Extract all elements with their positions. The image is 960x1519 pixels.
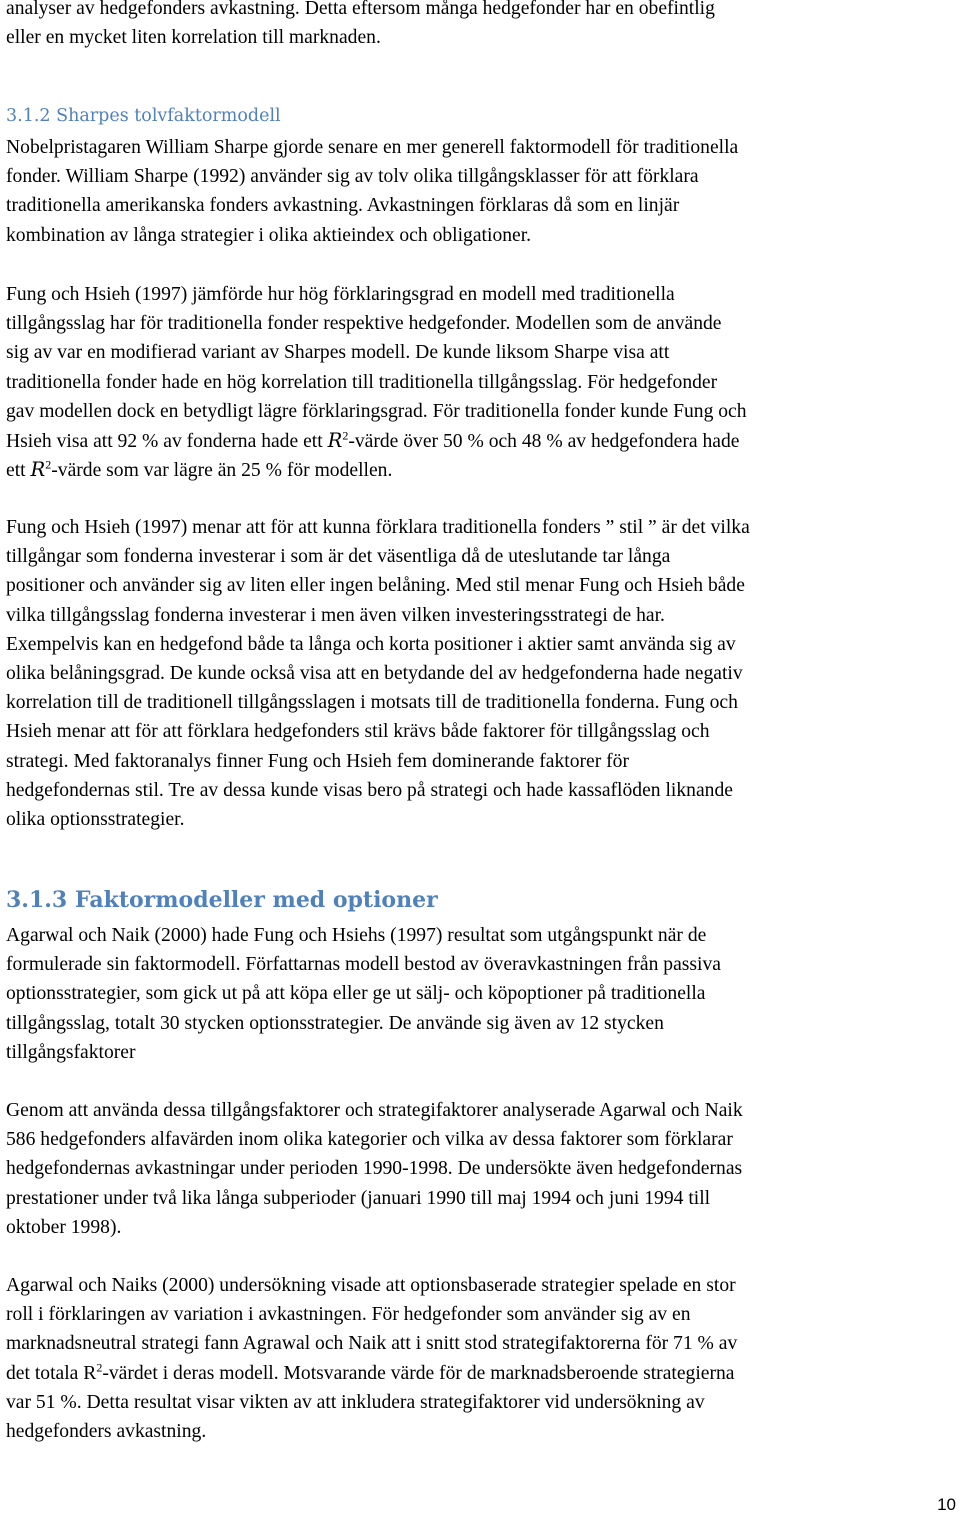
- text-line: Genom att använda dessa tillgångsfaktorer och strategifaktorer analyserade Agarwal och Naik: [6, 1100, 743, 1121]
- paragraph: [6, 1271, 956, 1446]
- section-3-1-2: [6, 102, 956, 131]
- text-line: kombination av långa strategier i olika aktieindex och obligationer.: [6, 224, 532, 246]
- text-line: tillgångsslag har för traditionella fonder respektive hedgefonder. Modellen som de använde: [6, 313, 722, 335]
- intro-paragraph: [6, 0, 956, 52]
- text-line: hedgefondernas stil. Tre av dessa kunde visas bero på strategi och hade kassaflöden liknande: [6, 779, 733, 801]
- text-fragment: Hsieh visa att 92 % av fonderna hade ett: [6, 430, 328, 452]
- paragraph: [6, 513, 956, 834]
- paragraph: [6, 1096, 956, 1242]
- section-3-1-3: [6, 880, 956, 914]
- text-line: [6, 1359, 956, 1388]
- text-line: eller en mycket liten korrelation till marknaden.: [6, 27, 381, 49]
- page-number: 10: [937, 1495, 956, 1514]
- text-line: tillgångsslag, totalt 30 stycken optionsstrategier. De använde sig även av 12 stycken: [6, 1012, 664, 1034]
- math-r: R: [327, 428, 343, 452]
- text-line: Fung och Hsieh (1997) jämförde hur hög förklaringsgrad en modell med traditionella: [6, 284, 675, 305]
- text-line: tillgångsfaktorer: [6, 1041, 136, 1063]
- text-line: hedgefondernas avkastningar under perioden 1990-1998. De undersökte även hedgefondernas: [6, 1158, 743, 1180]
- paragraph: [6, 133, 956, 250]
- text-line: strategi. Med faktoranalys finner Fung och Hsieh fem dominerande faktorer för: [6, 750, 629, 772]
- text-line: Agarwal och Naik (2000) hade Fung och Hsiehs (1997) resultat som utgångspunkt när de: [6, 925, 707, 946]
- text-line: formulerade sin faktormodell. Författarnas modell bestod av överavkastningen från passiva: [6, 954, 721, 976]
- math-superscript: 2: [96, 1360, 103, 1375]
- paragraph: [6, 921, 956, 1067]
- text-line: fonder. William Sharpe (1992) använder sig av tolv olika tillgångsklasser för att förklara: [6, 166, 699, 188]
- text-line: Agarwal och Naiks (2000) undersökning visade att optionsbaserade strategier spelade en stor: [6, 1275, 736, 1296]
- text-line: olika belåningsgrad. De kunde också visa att en betydande del av hedgefonderna hade negativ: [6, 662, 743, 684]
- text-line: sig av var en modifierad variant av Sharpes modell. De kunde liksom Sharpe visa att: [6, 342, 670, 364]
- text-line: [6, 455, 956, 484]
- text-line: Fung och Hsieh (1997) menar att för att kunna förklara traditionella fonders ” stil ” är det vilka: [6, 517, 750, 538]
- text-fragment: ett: [6, 460, 31, 482]
- section-heading: 3.1.3 Faktormodeller med optioner: [6, 887, 438, 913]
- text-line: tillgångar som fonderna investerar i som är det väsentliga då de uteslutande tar långa: [6, 546, 671, 568]
- text-line: 586 hedgefonders alfavärden inom olika kategorier och vilka av dessa faktorer som förklarar: [6, 1129, 733, 1151]
- text-line: positioner och använder sig av liten eller ingen belåning. Med stil menar Fung och Hsieh både: [6, 575, 745, 597]
- text-line: oktober 1998).: [6, 1216, 122, 1238]
- math-superscript: 2: [45, 457, 52, 472]
- text-line: korrelation till de traditionell tillgångsslagen i motsats till de traditionella fonderna. Fung och: [6, 692, 738, 714]
- text-line: optionsstrategier, som gick ut på att köpa eller ge ut sälj- och köpoptioner på traditionella: [6, 983, 706, 1005]
- text-line: Hsieh menar att för att förklara hedgefonders stil krävs både faktorer för tillgångsslag och: [6, 721, 710, 743]
- math-r: R: [30, 458, 46, 482]
- section-heading: 3.1.2 Sharpes tolvfaktormodell: [6, 106, 281, 126]
- text-line: var 51 %. Detta resultat visar vikten av att inkludera strategifaktorer vid undersökning av: [6, 1391, 705, 1413]
- text-line: olika optionsstrategier.: [6, 808, 185, 830]
- text-fragment: -värde som var lägre än 25 % för modellen.: [51, 460, 393, 482]
- text-line: prestationer under två lika långa subperioder (januari 1990 till maj 1994 och juni 1994 till: [6, 1187, 711, 1209]
- text-line: analyser av hedgefonders avkastning. Detta eftersom många hedgefonder har en obefintlig: [6, 0, 715, 19]
- text-fragment: det totala R: [6, 1362, 97, 1384]
- text-line: marknadsneutral strategi fann Agrawal och Naik att i snitt stod strategifaktorerna för 71 % av: [6, 1333, 738, 1355]
- text-fragment: -värdet i deras modell. Motsvarande värde för de marknadsberoende strategierna: [102, 1362, 735, 1384]
- text-line: Nobelpristagaren William Sharpe gjorde senare en mer generell faktormodell för traditionella: [6, 137, 739, 158]
- paragraph: [6, 280, 956, 484]
- text-line: Exempelvis kan en hedgefond både ta långa och korta positioner i aktier samt använda sig av: [6, 633, 736, 655]
- text-line: traditionella amerikanska fonders avkastning. Avkastningen förklaras då som en linjär: [6, 195, 680, 217]
- text-line: traditionella fonder hade en hög korrelation till traditionella tillgångsslag. För hedgefonder: [6, 371, 718, 393]
- text-line: roll i förklaringen av variation i avkastningen. För hedgefonder som använder sig av en: [6, 1304, 691, 1326]
- text-fragment: -värde över 50 % och 48 % av hedgefondera hade: [348, 430, 740, 452]
- text-line: vilka tillgångsslag fonderna investerar i men även vilken investeringsstrategi de har.: [6, 604, 665, 626]
- math-superscript: 2: [342, 428, 349, 443]
- text-line: hedgefonders avkastning.: [6, 1420, 207, 1442]
- text-line: [6, 426, 956, 455]
- text-line: gav modellen dock en betydligt lägre förklaringsgrad. För traditionella fonder kunde Fung och: [6, 400, 747, 422]
